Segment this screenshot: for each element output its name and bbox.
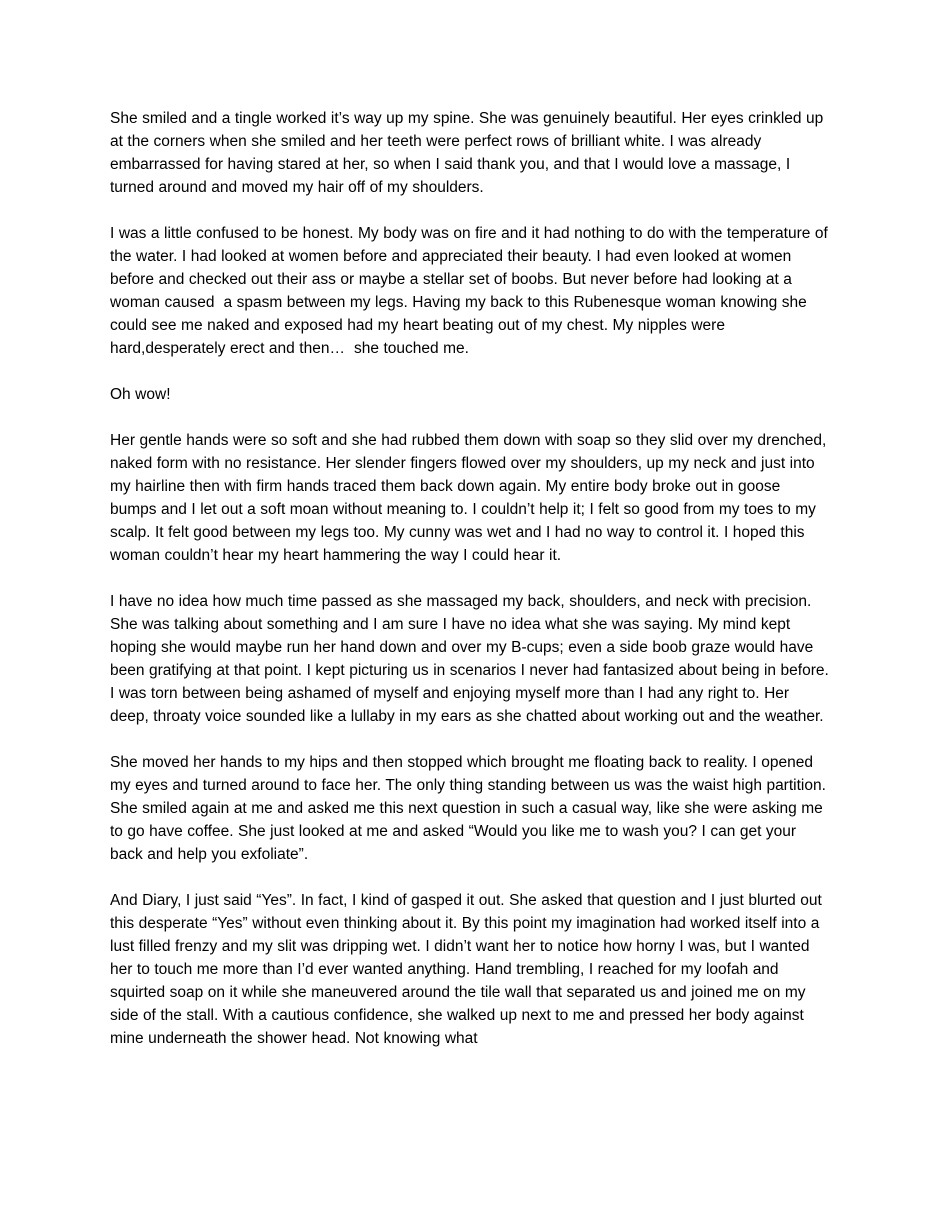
paragraph: She moved her hands to my hips and then stopped which brought me floating back to reality. I opened my eyes and turned around to face her. The only thing standing between us was the waist high partition. She smiled again at me and asked me this next question in such a casual way, like she were asking me to go have coffee. She just looked at me and asked “Would you like me to wash you? I can get your back and help you exfoliate”. — [110, 754, 831, 863]
paragraph: Her gentle hands were so soft and she had rubbed them down with soap so they slid over my drenched, naked form with no resistance. Her slender fingers flowed over my shoulders, up my neck and just into my hairline then with firm hands traced them back down again. My entire body broke out in goose bumps and I let out a soft moan without meaning to. I couldn’t help it; I felt so good from my toes to my scalp. It felt good between my legs too. My cunny was wet and I had no way to control it. I hoped this woman couldn’t hear my heart hammering the way I could hear it. — [110, 432, 831, 564]
paragraph: I have no idea how much time passed as she massaged my back, shoulders, and neck with precision. She was talking about something and I am sure I have no idea what she was saying. My mind kept hoping she would maybe run her hand down and over my B-cups; even a side boob graze would have been gratifying at that point. I kept picturing us in scenarios I never had fantasized about being in before. I was torn between being ashamed of myself and enjoying myself more than I had any right to. Her deep, throaty voice sounded like a lullaby in my ears as she chatted about working out and the weather. — [110, 593, 834, 725]
paragraph: I was a little confused to be honest. My body was on fire and it had nothing to do with the temperature of the water. I had looked at women before and appreciated their beauty. I had even looked at women before and checked out their ass or maybe a stellar set of boobs. But never before had looking at a woman caused a spasm between my legs. Having my back to this Rubenesque woman knowing she could see me naked and exposed had my heart beating out of my chest. My nipples were hard,desperately erect and then… she touched me. — [110, 225, 833, 357]
paragraph: And Diary, I just said “Yes”. In fact, I kind of gasped it out. She asked that question and I just blurted out this desperate “Yes” without even thinking about it. By this point my imagination had worked itself into a lust filled frenzy and my slit was dripping wet. I didn’t want her to notice how horny I was, but I wanted her to touch me more than I’d ever wanted anything. Hand trembling, I reached for my loofah and squirted soap on it while she maneuvered around the tile wall that separated us and joined me on my side of the stall. With a cautious confidence, she walked up next to me and pressed her body against mine underneath the shower head. Not knowing what — [110, 892, 827, 1047]
paragraph: She smiled and a tingle worked it’s way up my spine. She was genuinely beautiful. Her eyes crinkled up at the corners when she smiled and her teeth were perfect rows of brilliant white. I was already embarrassed for having stared at her, so when I said thank you, and that I would love a massage, I turned around and moved my hair off of my shoulders. — [110, 110, 828, 196]
paragraph: Oh wow! — [110, 386, 171, 403]
